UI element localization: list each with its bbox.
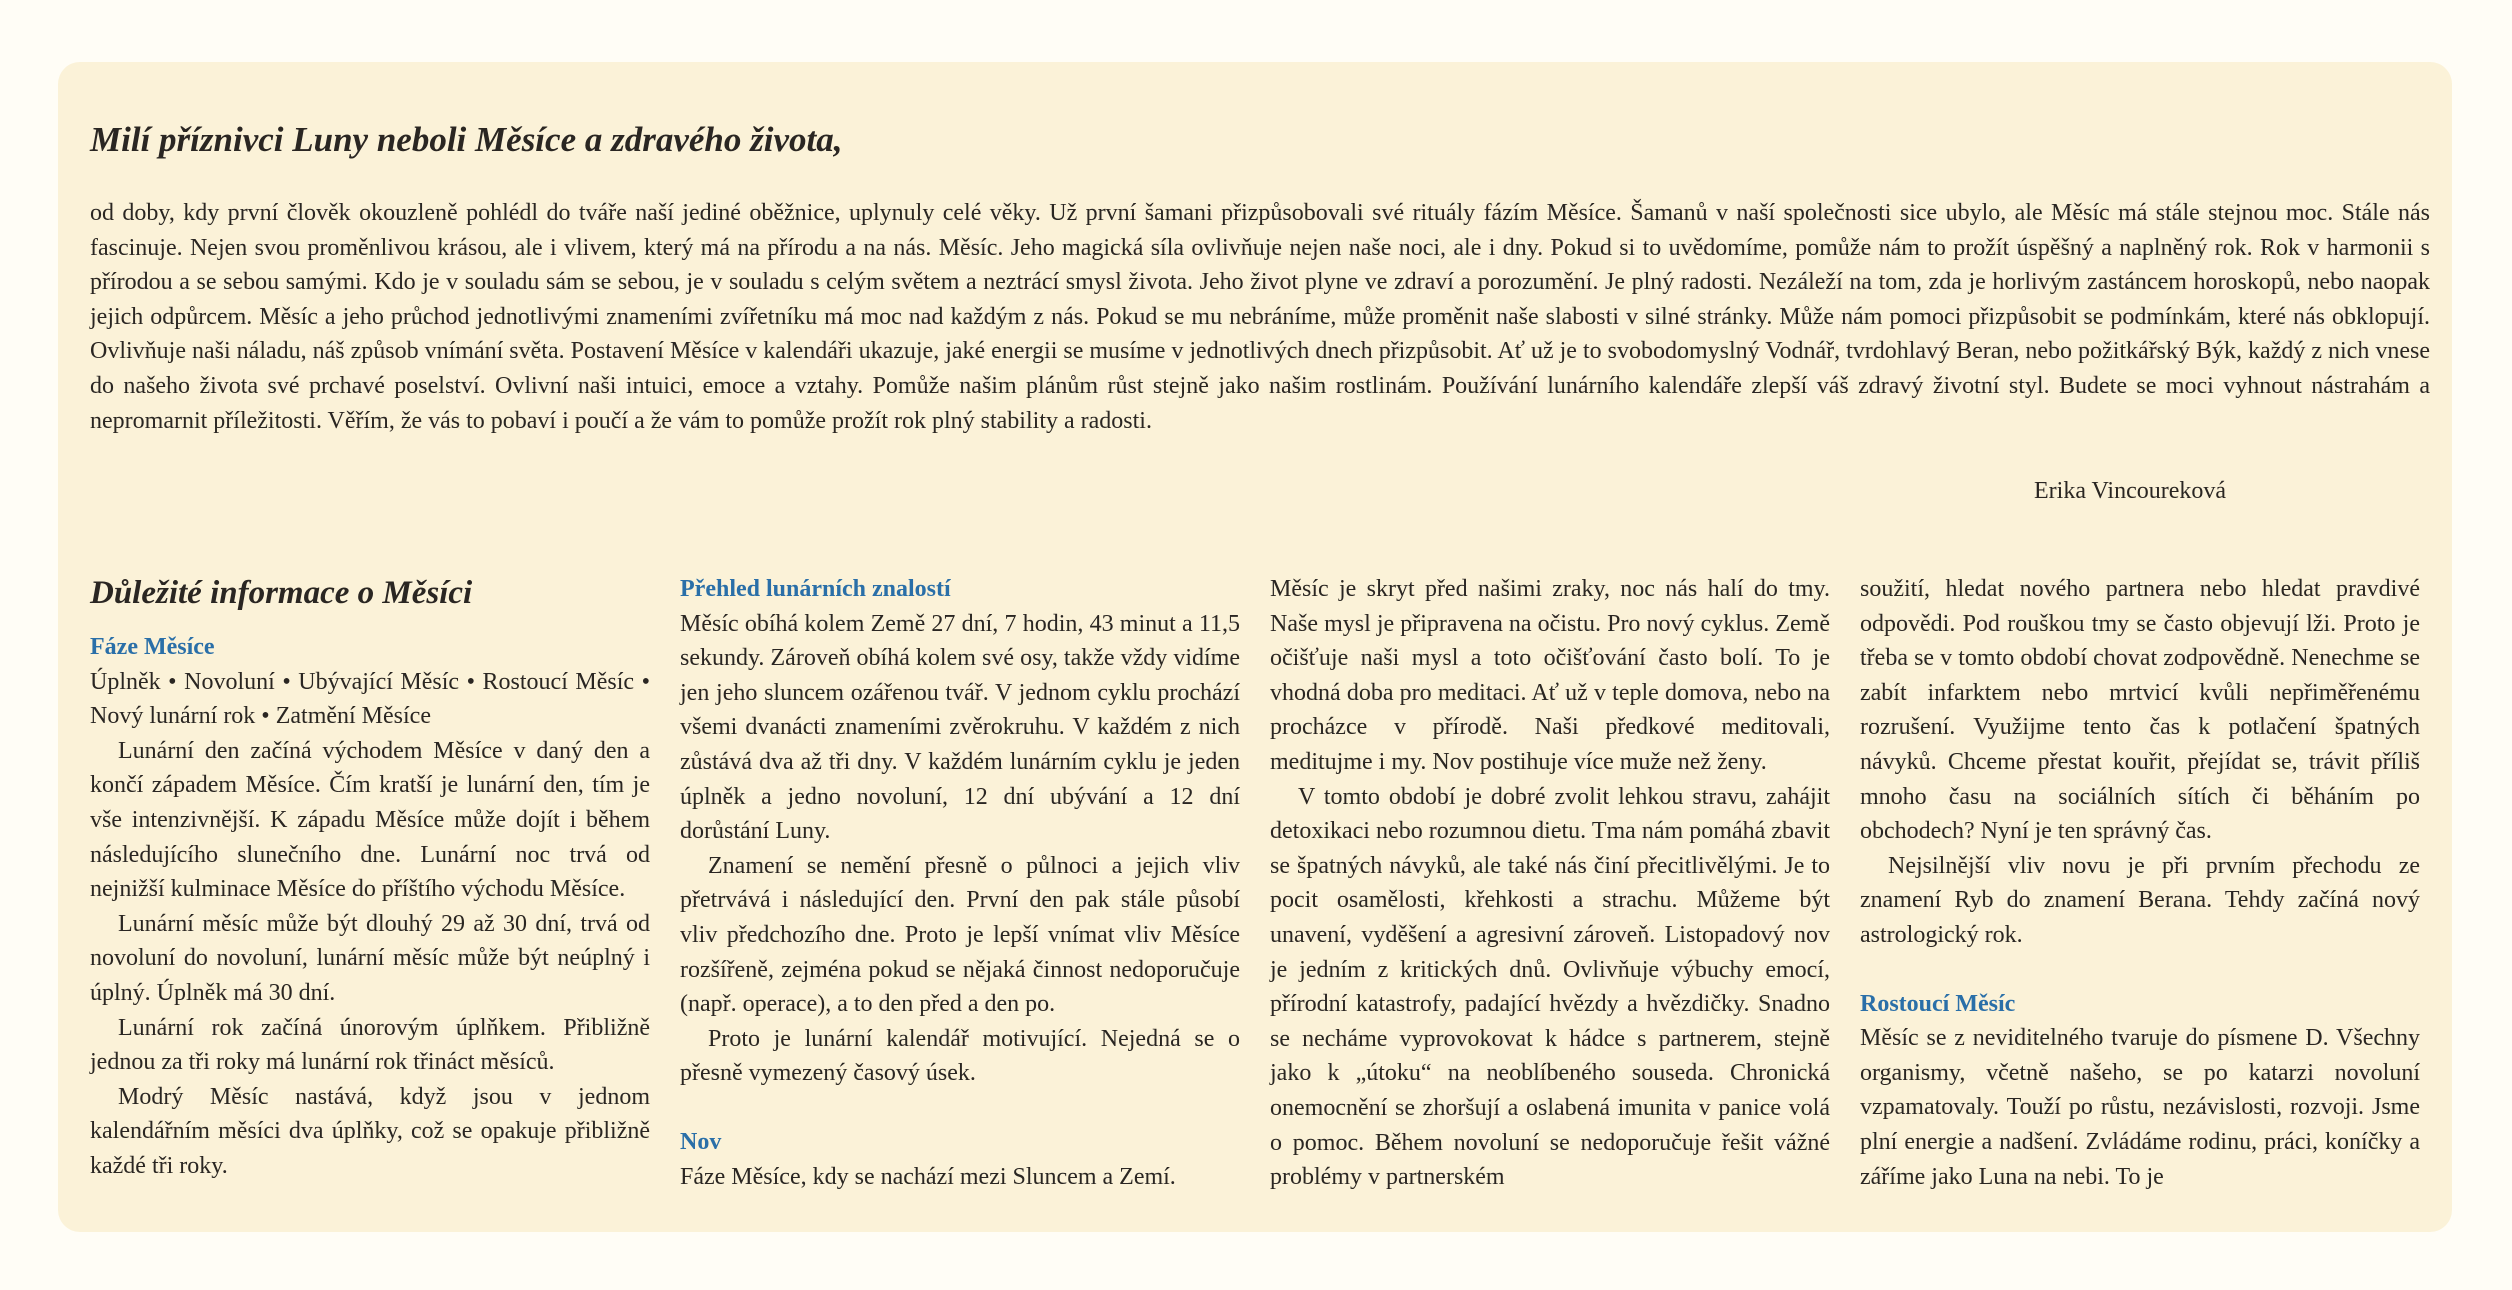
subheading-phases: Fáze Měsíce bbox=[90, 634, 215, 660]
phases-list: Úplněk • Novoluní • Ubývající Měsíc • Rostoucí Měsíc • Nový lunární rok • Zatmění Měsíce bbox=[90, 668, 650, 730]
paragraph: Znamení se nemění přesně o půlnoci a jejich vliv přetrvává i následující den. První den pak stále působí vliv předchozího dne. Proto je lepší vnímat vliv Měsíce rozšířeně, zejména pokud se nějaká činnost nedoporučuje (např. operace), a to den před a den po. bbox=[680, 852, 1240, 1018]
paragraph: Nejsilnější vliv novu je při prvním přechodu ze znamení Ryb do znamení Berana. Tehdy začíná nový astrologický rok. bbox=[1860, 852, 2420, 948]
subheading-waxing-moon: Rostoucí Měsíc bbox=[1860, 990, 2016, 1017]
paragraph: Modrý Měsíc nastává, když jsou v jednom kalendářním měsíci dva úplňky, což se opakuje přibližně každé tři roky. bbox=[90, 1083, 650, 1179]
paragraph: Fáze Měsíce, kdy se nachází mezi Sluncem a Zemí. bbox=[680, 1163, 1176, 1190]
paragraph: Lunární rok začíná únorovým úplňkem. Přibližně jednou za tři roky má lunární rok třináct měsíců. bbox=[90, 1014, 650, 1076]
paragraph: V tomto období je dobré zvolit lehkou stravu, zahájit detoxikaci nebo rozumnou dietu. Tma nám pomáhá zbavit se špatných návyků, ale také nás činí přecitlivělými. Je to pocit osamělosti, křehkosti a strachu. Můžeme být unavení, vyděšení a agresivní zároveň. Listopadový nov je jedním z kritických dnů. Ovlivňuje výbuchy emocí, přírodní katastrofy, padající hvězdy a hvězdičky. Snadno se necháme vyprovokovat k hádce s partnerem, stejně jako k „útoku“ na neoblíbeného souseda. Chronická onemocnění se zhoršují a oslabená imunita v panice volá o pomoc. Během novoluní se nedoporučuje řešit vážné problémy v partnerském bbox=[1270, 783, 1830, 1191]
paragraph: Měsíc je skryt před našimi zraky, noc nás halí do tmy. Naše mysl je připravena na očistu. Pro nový cyklus. Země očišťuje naši mysl a toto očišťování často bolí. To je vhodná doba pro meditaci. Ať už v teple domova, nebo na procházce v přírodě. Naši předkové meditovali, meditujme i my. Nov postihuje více muže než ženy. bbox=[1270, 576, 1830, 775]
paragraph: Lunární den začíná východem Měsíce v daný den a končí západem Měsíce. Čím kratší je lunární den, tím je vše intenzivnější. K západu Měsíce může dojít i během následujícího slunečního dne. Lunární noc trvá od nejnižší kulminace Měsíce do příštího východu Měsíce. bbox=[90, 737, 650, 903]
column-1 bbox=[90, 570, 650, 1184]
paragraph: Měsíc obíhá kolem Země 27 dní, 7 hodin, 43 minut a 11,5 sekundy. Zároveň obíhá kolem své osy, takže vždy vidíme jen jeho sluncem ozářenou tvář. V jednom cyklu prochází všemi dvanácti znameními zvěrokruhu. V každém z nich zůstává dva až tři dny. V každém lunárním cyklu je jeden úplněk a jedno novoluní, 12 dní ubývání a 12 dní dorůstání Luny. bbox=[680, 610, 1240, 845]
paragraph: Měsíc se z neviditelného tvaruje do písmene D. Všechny organismy, včetně našeho, se po katarzi novoluní vzpamatovaly. Touží po růstu, nezávislosti, rozvoji. Jsme plní energie a nadšení. Zvládáme rodinu, práci, koníčky a záříme jako Luna na nebi. To je bbox=[1860, 1025, 2420, 1190]
subheading-new-moon: Nov bbox=[680, 1128, 722, 1155]
section-title: Důležité informace o Měsíci bbox=[90, 575, 473, 611]
author-signature: Erika Vincoureková bbox=[2034, 478, 2227, 504]
paragraph: Lunární měsíc může být dlouhý 29 až 30 dní, trvá od novoluní do novoluní, lunární měsíc může být neúplný i úplný. Úplněk má 30 dní. bbox=[90, 910, 650, 1006]
subheading-lunar-overview: Přehled lunárních znalostí bbox=[680, 576, 951, 602]
greeting-heading: Milí příznivci Luny neboli Měsíce a zdravého života, bbox=[90, 120, 843, 159]
spacer bbox=[1860, 953, 2420, 987]
spacer bbox=[680, 1091, 1240, 1125]
paragraph: Proto je lunární kalendář motivující. Nejedná se o přesně vymezený časový úsek. bbox=[680, 1025, 1240, 1087]
paragraph: soužití, hledat nového partnera nebo hledat pravdivé odpovědi. Pod rouškou tmy se často objevují lži. Proto je třeba se v tomto období chovat zodpovědně. Nenechme se zabít infarktem nebo mrtvicí kvůli nepřiměřenému rozrušení. Využijme tento čas k potlačení špatných návyků. Chceme přestat kouřit, přejídat se, trávit příliš mnoho času na sociálních sítích či běháním po obchodech? Nyní je ten správný čas. bbox=[1860, 576, 2420, 845]
column-3 bbox=[1270, 572, 1830, 1195]
intro-paragraph: od doby, kdy první člověk okouzleně pohlédl do tváře naší jediné oběžnice, uplynuly celé věky. Už první šamani přizpůsobovali své rituály fázím Měsíce. Šamanů v naší společnosti sice ubylo, ale Měsíc má stále stejnou moc. Stále nás fascinuje. Nejen svou proměnlivou krásou, ale i vlivem, který má na přírodu a na nás. Měsíc. Jeho magická síla ovlivňuje nejen naše noci, ale i dny. Pokud si to uvědomíme, pomůže nám to prožít úspěšný a naplněný rok. Rok v harmonii s přírodou a se sebou samými. Kdo je v souladu sám se sebou, je v souladu s celým světem a neztrácí smysl života. Jeho život plyne ve zdraví a porozumění. Je plný radosti. Nezáleží na tom, zda je horlivým zastáncem horoskopů, nebo naopak jejich odpůrcem. Měsíc a jeho průchod jednotlivými znameními zvířetníku má moc nad každým z nás. Pokud se mu nebráníme, může proměnit naše slabosti v silné stránky. Může nám pomoci přizpůsobit se podmínkám, které nás obklopují. Ovlivňuje naši náladu, náš způsob vnímání světa. Postavení Měsíce v kalendáři ukazuje, jaké energii se musíme v jednotlivých dnech přizpůsobit. Ať už je to svobodomyslný Vodnář, tvrdohlavý Beran, nebo požitkářský Býk, každý z nich vnese do našeho života své prchavé poselství. Ovlivní naši intuici, emoce a vztahy. Pomůže našim plánům růst stejně jako našim rostlinám. Používání lunárního kalendáře zlepší váš zdravý životní styl. Budete se moci vyhnout nástrahám a nepromarnit příležitosti. Věřím, že vás to pobaví i poučí a že vám to pomůže prožít rok plný stability a radosti. bbox=[90, 200, 2430, 434]
column-4 bbox=[1860, 572, 2420, 1194]
column-2 bbox=[680, 572, 1240, 1194]
